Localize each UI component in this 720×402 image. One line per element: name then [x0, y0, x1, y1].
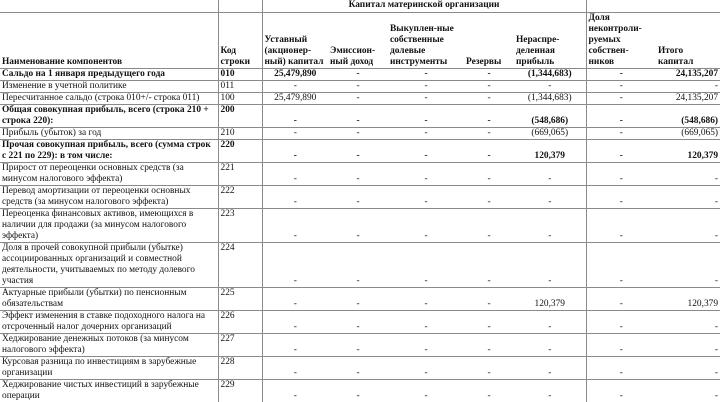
row-value: (669,065) [656, 127, 720, 139]
row-value: - [656, 333, 720, 356]
row-value: - [328, 68, 388, 80]
table-row [0, 68, 720, 80]
row-value: - [586, 208, 656, 242]
table-row [0, 356, 720, 379]
row-value: - [464, 242, 514, 287]
row-name: Изменение в учетной политике [0, 80, 218, 92]
row-code: 227 [218, 333, 262, 356]
row-value: - [586, 242, 656, 287]
row-value: - [656, 379, 720, 402]
row-value: 24,135,207 [656, 92, 720, 104]
row-value: - [328, 379, 388, 402]
row-value: 120,379 [514, 287, 586, 310]
row-name: Прочая совокупная прибыль, всего (сумма строк с 221 по 229): в том числе: [0, 139, 218, 162]
row-value: - [656, 242, 720, 287]
table-row [0, 208, 720, 242]
row-value: - [656, 208, 720, 242]
row-value: - [328, 80, 388, 92]
row-value: - [656, 310, 720, 333]
row-value: 120,379 [656, 139, 720, 162]
name-column-header: Наименование компонентов [0, 12, 218, 68]
row-value: - [262, 185, 328, 208]
row-name: Эффект изменения в ставке подоходного налога на отсроченный налог дочерних организаций [0, 310, 218, 333]
row-value: - [656, 80, 720, 92]
non-controlling-interest-header: Доля неконтроли-руемых собствен-ников [586, 12, 656, 68]
row-code: 011 [218, 80, 262, 92]
row-value: - [388, 80, 464, 92]
row-value: - [514, 379, 586, 402]
row-name: Прирост от переоценки основных средств (за минусом налогового эффекта) [0, 162, 218, 185]
row-value: (1,344,683) [514, 92, 586, 104]
row-code: 222 [218, 185, 262, 208]
row-value: - [656, 185, 720, 208]
row-value: - [586, 80, 656, 92]
row-value: - [262, 139, 328, 162]
row-code: 225 [218, 287, 262, 310]
row-value: - [586, 287, 656, 310]
row-value: - [388, 287, 464, 310]
share-premium-header: Эмиссион-ный доход [328, 12, 388, 68]
row-value: - [388, 356, 464, 379]
charter-capital-header: Уставный (акционер-ный) капитал [262, 12, 328, 68]
row-value: - [328, 333, 388, 356]
retained-earnings-header: Нераспре-деленная прибыль [514, 12, 586, 68]
row-value: - [464, 104, 514, 127]
row-value: - [262, 242, 328, 287]
row-value: - [328, 287, 388, 310]
row-name: Хеджирование денежных потоков (за минусом налогового эффекта) [0, 333, 218, 356]
row-value: - [514, 333, 586, 356]
row-code: 210 [218, 127, 262, 139]
row-value: - [464, 287, 514, 310]
row-value: - [388, 162, 464, 185]
row-value: - [388, 379, 464, 402]
row-code: 229 [218, 379, 262, 402]
row-value: - [328, 104, 388, 127]
row-value: - [328, 92, 388, 104]
row-value: - [464, 185, 514, 208]
row-code: 223 [218, 208, 262, 242]
table-row [0, 333, 720, 356]
row-value: - [586, 127, 656, 139]
row-value: - [388, 310, 464, 333]
row-value: - [262, 80, 328, 92]
row-value: - [586, 356, 656, 379]
row-value: 24,135,207 [656, 68, 720, 80]
row-value: - [328, 139, 388, 162]
table-row [0, 185, 720, 208]
row-value: - [388, 92, 464, 104]
row-value: - [262, 333, 328, 356]
row-code: 221 [218, 162, 262, 185]
row-code: 228 [218, 356, 262, 379]
row-value: - [464, 139, 514, 162]
parent-capital-group-header: Капитал материнской организации [262, 0, 586, 12]
row-value: - [514, 310, 586, 333]
row-value: - [586, 185, 656, 208]
table-row [0, 162, 720, 185]
row-value: - [388, 185, 464, 208]
row-value: 25,479,890 [262, 92, 328, 104]
row-value: 120,379 [656, 287, 720, 310]
row-value: - [328, 185, 388, 208]
row-value: - [328, 127, 388, 139]
row-value: - [464, 127, 514, 139]
row-value: - [388, 68, 464, 80]
table-row [0, 242, 720, 287]
row-value: - [388, 104, 464, 127]
row-value: - [262, 356, 328, 379]
row-value: - [586, 104, 656, 127]
row-name: Прибыль (убыток) за год [0, 127, 218, 139]
row-code: 226 [218, 310, 262, 333]
row-value: - [514, 162, 586, 185]
row-value: 25,479,890 [262, 68, 328, 80]
row-value: - [388, 333, 464, 356]
table-body [0, 68, 720, 402]
total-capital-header: Итого капитал [656, 12, 720, 68]
row-value: - [388, 242, 464, 287]
row-code: 224 [218, 242, 262, 287]
row-value: - [262, 379, 328, 402]
row-value: - [328, 356, 388, 379]
row-value: - [586, 139, 656, 162]
row-value: - [514, 242, 586, 287]
row-value: (669,065) [514, 127, 586, 139]
code-column-header: Код строки [218, 12, 262, 68]
row-value: - [262, 162, 328, 185]
table-row [0, 310, 720, 333]
row-value: - [464, 68, 514, 80]
row-value: - [514, 208, 586, 242]
row-value: - [656, 162, 720, 185]
row-value: - [464, 162, 514, 185]
row-name: Актуарные прибыли (убытки) по пенсионным обязательствам [0, 287, 218, 310]
row-value: - [262, 208, 328, 242]
row-value: - [262, 310, 328, 333]
row-name: Перевод амортизации от переоценки основных средств (за минусом налогового эффекта) [0, 185, 218, 208]
table-row [0, 80, 720, 92]
row-code: 220 [218, 139, 262, 162]
row-value: - [328, 242, 388, 287]
row-value: - [586, 333, 656, 356]
row-value: - [514, 185, 586, 208]
row-value: - [464, 92, 514, 104]
row-value: - [586, 68, 656, 80]
row-value: - [464, 310, 514, 333]
row-value: - [586, 379, 656, 402]
table-row [0, 139, 720, 162]
row-value: - [464, 333, 514, 356]
row-value: - [388, 127, 464, 139]
table-row [0, 127, 720, 139]
table-row [0, 379, 720, 402]
row-code: 010 [218, 68, 262, 80]
row-name: Общая совокупная прибыль, всего (строка 210 + строка 220): [0, 104, 218, 127]
row-name: Курсовая разница по инвестициям в зарубежные организации [0, 356, 218, 379]
table-row [0, 104, 720, 127]
row-value: - [328, 162, 388, 185]
row-value: - [514, 80, 586, 92]
row-value: - [262, 287, 328, 310]
row-value: - [586, 162, 656, 185]
row-value: - [464, 356, 514, 379]
reserves-header: Резервы [464, 12, 514, 68]
table-row [0, 287, 720, 310]
row-value: (548,686) [656, 104, 720, 127]
row-name: Хеджирование чистых инвестиций в зарубежные операции [0, 379, 218, 402]
row-value: - [514, 356, 586, 379]
row-value: (1,344,683) [514, 68, 586, 80]
row-name: Доля в прочей совокупной прибыли (убытке) ассоциированных организаций и совместной деятельности, учитываемых по методу долевого участия [0, 242, 218, 287]
row-value: - [328, 310, 388, 333]
row-code: 200 [218, 104, 262, 127]
row-value: - [656, 356, 720, 379]
row-name: Пересчитанное сальдо (строка 010+/- строка 011) [0, 92, 218, 104]
row-value: - [388, 208, 464, 242]
row-name: Переоценка финансовых активов, имеющихся в наличии для продажи (за минусом налогового эффекта) [0, 208, 218, 242]
row-value: - [464, 80, 514, 92]
row-code: 100 [218, 92, 262, 104]
row-value: - [388, 139, 464, 162]
table-row [0, 92, 720, 104]
row-value: - [262, 127, 328, 139]
row-value: - [464, 208, 514, 242]
row-value: - [586, 310, 656, 333]
row-value: - [464, 379, 514, 402]
row-value: (548,686) [514, 104, 586, 127]
row-value: 120,379 [514, 139, 586, 162]
row-value: - [262, 104, 328, 127]
treasury-shares-header: Выкуплен-ные собственные долевые инструменты [388, 12, 464, 68]
row-value: - [328, 208, 388, 242]
row-value: - [586, 92, 656, 104]
row-name: Сальдо на 1 января предыдущего года [0, 68, 218, 80]
